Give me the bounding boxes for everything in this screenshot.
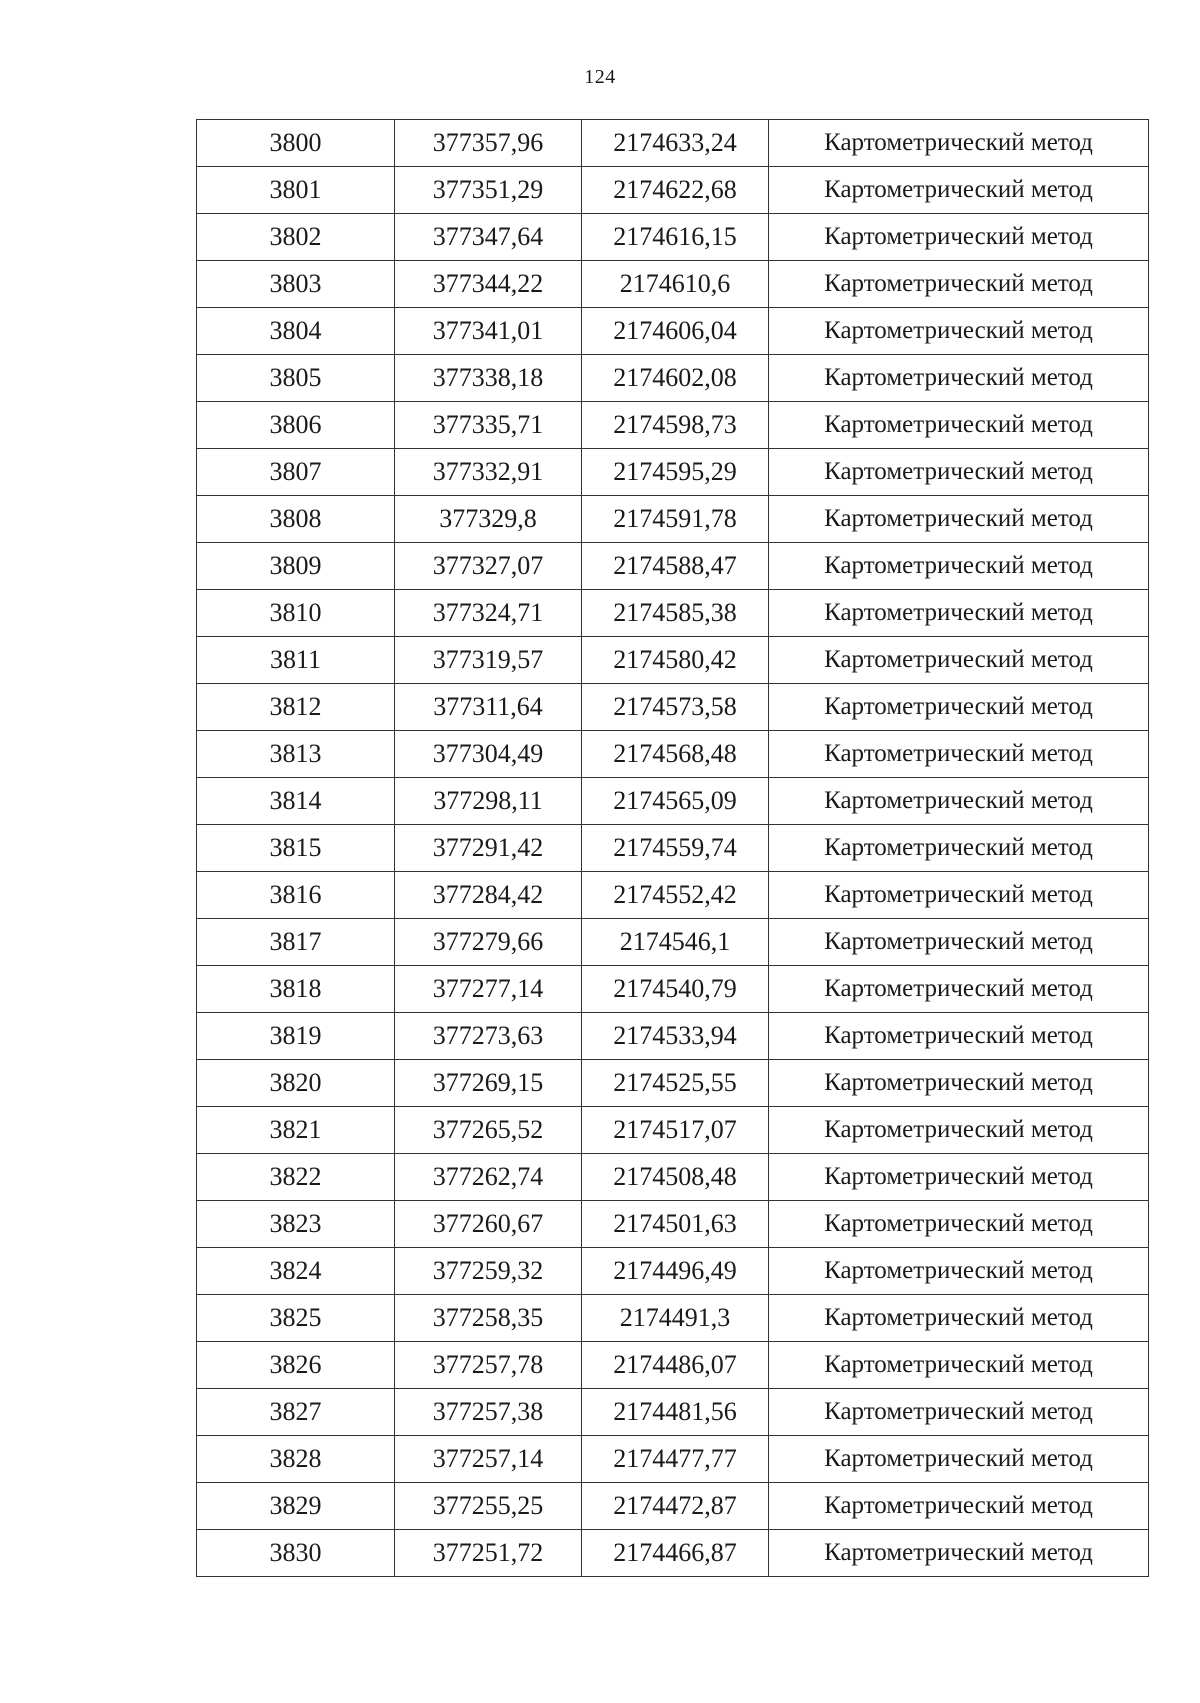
table-row [197, 120, 1149, 167]
y-coordinate-cell: 2174565,09 [582, 778, 769, 825]
method-cell: Картометрический метод [769, 825, 1149, 872]
y-coordinate-cell: 2174602,08 [582, 355, 769, 402]
x-coordinate-cell: 377304,49 [395, 731, 582, 778]
x-coordinate-cell: 377251,72 [395, 1530, 582, 1577]
table-row [197, 778, 1149, 825]
method-cell: Картометрический метод [769, 1201, 1149, 1248]
point-number-cell: 3821 [197, 1107, 395, 1154]
x-coordinate-cell: 377284,42 [395, 872, 582, 919]
table-row [197, 543, 1149, 590]
x-coordinate-cell: 377324,71 [395, 590, 582, 637]
table-row [197, 167, 1149, 214]
x-coordinate-cell: 377277,14 [395, 966, 582, 1013]
y-coordinate-cell: 2174481,56 [582, 1389, 769, 1436]
x-coordinate-cell: 377329,8 [395, 496, 582, 543]
point-number-cell: 3810 [197, 590, 395, 637]
x-coordinate-cell: 377332,91 [395, 449, 582, 496]
point-number-cell: 3830 [197, 1530, 395, 1577]
method-cell: Картометрический метод [769, 778, 1149, 825]
x-coordinate-cell: 377351,29 [395, 167, 582, 214]
point-number-cell: 3816 [197, 872, 395, 919]
method-cell: Картометрический метод [769, 1107, 1149, 1154]
y-coordinate-cell: 2174595,29 [582, 449, 769, 496]
x-coordinate-cell: 377257,78 [395, 1342, 582, 1389]
y-coordinate-cell: 2174477,77 [582, 1436, 769, 1483]
table-row [197, 590, 1149, 637]
x-coordinate-cell: 377344,22 [395, 261, 582, 308]
x-coordinate-cell: 377298,11 [395, 778, 582, 825]
y-coordinate-cell: 2174622,68 [582, 167, 769, 214]
y-coordinate-cell: 2174540,79 [582, 966, 769, 1013]
x-coordinate-cell: 377319,57 [395, 637, 582, 684]
table-row [197, 1483, 1149, 1530]
point-number-cell: 3825 [197, 1295, 395, 1342]
method-cell: Картометрический метод [769, 966, 1149, 1013]
method-cell: Картометрический метод [769, 355, 1149, 402]
table-row [197, 1201, 1149, 1248]
point-number-cell: 3819 [197, 1013, 395, 1060]
y-coordinate-cell: 2174533,94 [582, 1013, 769, 1060]
point-number-cell: 3820 [197, 1060, 395, 1107]
point-number-cell: 3800 [197, 120, 395, 167]
method-cell: Картометрический метод [769, 1295, 1149, 1342]
y-coordinate-cell: 2174559,74 [582, 825, 769, 872]
table-row [197, 1436, 1149, 1483]
x-coordinate-cell: 377338,18 [395, 355, 582, 402]
method-cell: Картометрический метод [769, 1013, 1149, 1060]
method-cell: Картометрический метод [769, 449, 1149, 496]
y-coordinate-cell: 2174591,78 [582, 496, 769, 543]
point-number-cell: 3807 [197, 449, 395, 496]
table-row [197, 966, 1149, 1013]
point-number-cell: 3827 [197, 1389, 395, 1436]
point-number-cell: 3812 [197, 684, 395, 731]
table-row [197, 1530, 1149, 1577]
table-row [197, 1107, 1149, 1154]
table-row [197, 214, 1149, 261]
coordinates-table [196, 119, 1149, 1577]
table-row [197, 1295, 1149, 1342]
table-row [197, 872, 1149, 919]
x-coordinate-cell: 377347,64 [395, 214, 582, 261]
table-row [197, 449, 1149, 496]
method-cell: Картометрический метод [769, 1389, 1149, 1436]
x-coordinate-cell: 377273,63 [395, 1013, 582, 1060]
point-number-cell: 3802 [197, 214, 395, 261]
method-cell: Картометрический метод [769, 261, 1149, 308]
x-coordinate-cell: 377269,15 [395, 1060, 582, 1107]
method-cell: Картометрический метод [769, 1483, 1149, 1530]
point-number-cell: 3826 [197, 1342, 395, 1389]
method-cell: Картометрический метод [769, 1060, 1149, 1107]
y-coordinate-cell: 2174466,87 [582, 1530, 769, 1577]
y-coordinate-cell: 2174633,24 [582, 120, 769, 167]
point-number-cell: 3828 [197, 1436, 395, 1483]
x-coordinate-cell: 377341,01 [395, 308, 582, 355]
point-number-cell: 3805 [197, 355, 395, 402]
x-coordinate-cell: 377265,52 [395, 1107, 582, 1154]
method-cell: Картометрический метод [769, 1530, 1149, 1577]
table-row [197, 919, 1149, 966]
y-coordinate-cell: 2174616,15 [582, 214, 769, 261]
y-coordinate-cell: 2174573,58 [582, 684, 769, 731]
table-row [197, 1342, 1149, 1389]
x-coordinate-cell: 377257,38 [395, 1389, 582, 1436]
method-cell: Картометрический метод [769, 637, 1149, 684]
y-coordinate-cell: 2174568,48 [582, 731, 769, 778]
method-cell: Картометрический метод [769, 120, 1149, 167]
point-number-cell: 3829 [197, 1483, 395, 1530]
table-row [197, 1154, 1149, 1201]
method-cell: Картометрический метод [769, 496, 1149, 543]
table-row [197, 261, 1149, 308]
point-number-cell: 3815 [197, 825, 395, 872]
x-coordinate-cell: 377262,74 [395, 1154, 582, 1201]
method-cell: Картометрический метод [769, 402, 1149, 449]
method-cell: Картометрический метод [769, 919, 1149, 966]
x-coordinate-cell: 377255,25 [395, 1483, 582, 1530]
point-number-cell: 3813 [197, 731, 395, 778]
table-row [197, 1248, 1149, 1295]
point-number-cell: 3814 [197, 778, 395, 825]
table-row [197, 496, 1149, 543]
y-coordinate-cell: 2174598,73 [582, 402, 769, 449]
method-cell: Картометрический метод [769, 872, 1149, 919]
y-coordinate-cell: 2174517,07 [582, 1107, 769, 1154]
y-coordinate-cell: 2174546,1 [582, 919, 769, 966]
y-coordinate-cell: 2174580,42 [582, 637, 769, 684]
y-coordinate-cell: 2174491,3 [582, 1295, 769, 1342]
point-number-cell: 3823 [197, 1201, 395, 1248]
x-coordinate-cell: 377259,32 [395, 1248, 582, 1295]
y-coordinate-cell: 2174496,49 [582, 1248, 769, 1295]
method-cell: Картометрический метод [769, 167, 1149, 214]
y-coordinate-cell: 2174588,47 [582, 543, 769, 590]
method-cell: Картометрический метод [769, 214, 1149, 261]
y-coordinate-cell: 2174606,04 [582, 308, 769, 355]
table-row [197, 825, 1149, 872]
y-coordinate-cell: 2174472,87 [582, 1483, 769, 1530]
x-coordinate-cell: 377357,96 [395, 120, 582, 167]
method-cell: Картометрический метод [769, 1342, 1149, 1389]
x-coordinate-cell: 377257,14 [395, 1436, 582, 1483]
point-number-cell: 3806 [197, 402, 395, 449]
table-row [197, 684, 1149, 731]
y-coordinate-cell: 2174585,38 [582, 590, 769, 637]
y-coordinate-cell: 2174552,42 [582, 872, 769, 919]
table-row [197, 355, 1149, 402]
x-coordinate-cell: 377258,35 [395, 1295, 582, 1342]
table-row [197, 637, 1149, 684]
x-coordinate-cell: 377335,71 [395, 402, 582, 449]
y-coordinate-cell: 2174525,55 [582, 1060, 769, 1107]
method-cell: Картометрический метод [769, 1154, 1149, 1201]
table-row [197, 308, 1149, 355]
table-row [197, 1060, 1149, 1107]
table-row [197, 402, 1149, 449]
method-cell: Картометрический метод [769, 590, 1149, 637]
method-cell: Картометрический метод [769, 731, 1149, 778]
x-coordinate-cell: 377311,64 [395, 684, 582, 731]
coordinates-table-body [197, 120, 1149, 1577]
x-coordinate-cell: 377291,42 [395, 825, 582, 872]
x-coordinate-cell: 377279,66 [395, 919, 582, 966]
y-coordinate-cell: 2174508,48 [582, 1154, 769, 1201]
y-coordinate-cell: 2174501,63 [582, 1201, 769, 1248]
point-number-cell: 3803 [197, 261, 395, 308]
y-coordinate-cell: 2174610,6 [582, 261, 769, 308]
point-number-cell: 3811 [197, 637, 395, 684]
point-number-cell: 3808 [197, 496, 395, 543]
point-number-cell: 3801 [197, 167, 395, 214]
point-number-cell: 3824 [197, 1248, 395, 1295]
page-number: 124 [584, 66, 616, 88]
method-cell: Картометрический метод [769, 684, 1149, 731]
point-number-cell: 3818 [197, 966, 395, 1013]
point-number-cell: 3822 [197, 1154, 395, 1201]
point-number-cell: 3817 [197, 919, 395, 966]
y-coordinate-cell: 2174486,07 [582, 1342, 769, 1389]
point-number-cell: 3804 [197, 308, 395, 355]
table-row [197, 731, 1149, 778]
method-cell: Картометрический метод [769, 1248, 1149, 1295]
point-number-cell: 3809 [197, 543, 395, 590]
table-row [197, 1389, 1149, 1436]
method-cell: Картометрический метод [769, 543, 1149, 590]
method-cell: Картометрический метод [769, 1436, 1149, 1483]
table-row [197, 1013, 1149, 1060]
x-coordinate-cell: 377260,67 [395, 1201, 582, 1248]
x-coordinate-cell: 377327,07 [395, 543, 582, 590]
method-cell: Картометрический метод [769, 308, 1149, 355]
